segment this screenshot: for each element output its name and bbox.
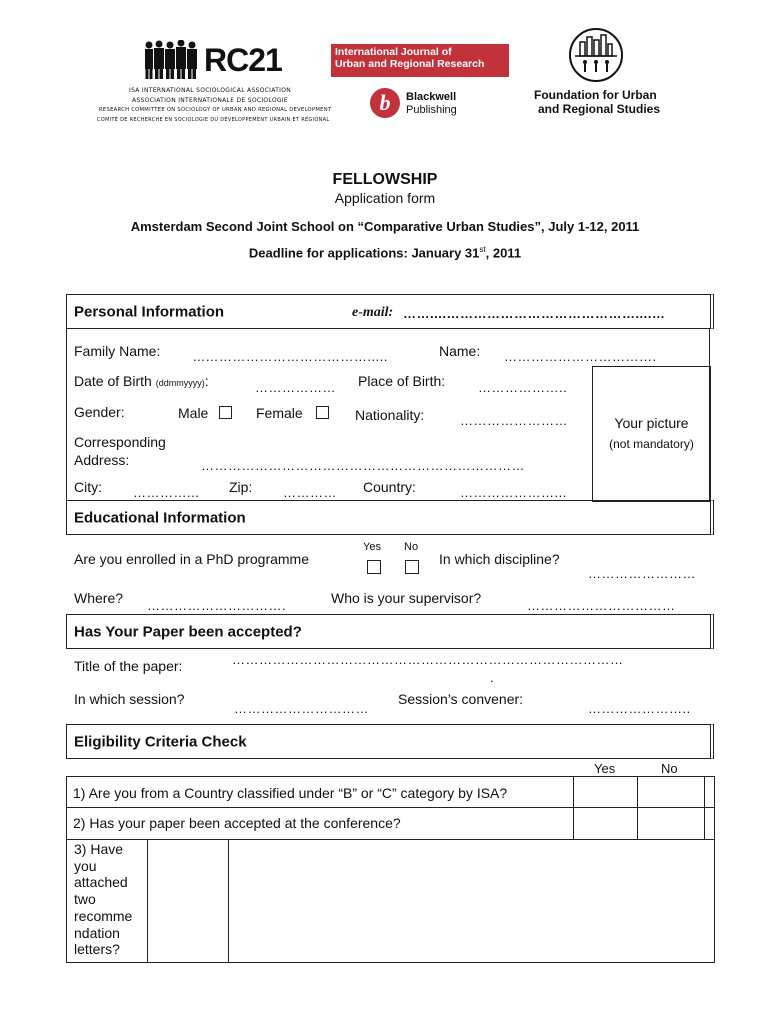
dob-colon: : <box>204 373 209 389</box>
people-silhouettes-icon <box>144 40 202 80</box>
discipline-label: In which discipline? <box>439 551 560 567</box>
rc21-line-1: ISA INTERNATIONAL SOCIOLOGICAL ASSOCIATION <box>129 87 292 94</box>
eligibility-section-header <box>66 724 714 759</box>
eligibility-q3-line: 3) Have <box>74 841 124 857</box>
rc21-logo <box>97 40 334 130</box>
eligibility-q2-no-cell[interactable] <box>638 808 704 839</box>
personal-section-title: Personal Information <box>74 303 225 320</box>
family-name-field[interactable]: ...………………………………..... <box>193 349 388 364</box>
country-field[interactable]: …………………... <box>460 485 567 500</box>
education-section-title: Educational Information <box>74 509 246 526</box>
eligibility-q3 <box>74 841 132 958</box>
eligibility-q3-line: recomme <box>74 907 133 924</box>
address-field[interactable]: ……………………………………………………………… <box>201 458 525 473</box>
nationality-label: Nationality: <box>355 407 425 423</box>
name-label: Name: <box>439 343 481 359</box>
blackwell-line-1: Blackwell <box>406 91 457 103</box>
dob-field[interactable]: ……………… <box>255 380 336 395</box>
phd-yes-checkbox[interactable] <box>367 560 381 574</box>
rc21-line-4: COMITÉ DE RECHERCHE EN SOCIOLOGIE DU DÉVELOPPEMENT URBAIN ET RÉGIONAL <box>97 117 330 123</box>
address-label-2: Address: <box>74 452 130 468</box>
zip-field[interactable]: ………… <box>283 485 337 500</box>
picture-note: (not mandatory) <box>609 437 694 451</box>
ijurr-logo <box>331 44 509 77</box>
blackwell-line-2: Publishing <box>406 104 457 116</box>
eligibility-q1-yes-cell[interactable] <box>574 777 637 807</box>
eligibility-q1-no-cell[interactable] <box>638 777 704 807</box>
city-label: City: <box>74 479 102 495</box>
eligibility-q1: 1) Are you from a Country classified under “B” or “C” category by ISA? <box>73 785 508 801</box>
picture-box[interactable] <box>592 366 711 502</box>
deadline-sup: st <box>479 245 486 254</box>
paper-title-end: . <box>490 670 495 685</box>
dob-label <box>74 373 209 389</box>
where-label: Where? <box>74 590 124 606</box>
eligibility-q3-line: you <box>74 857 97 874</box>
rc21-title: RC21 <box>204 42 282 78</box>
session-label: In which session? <box>74 691 185 707</box>
deadline-text: Deadline for applications: January 31 <box>248 245 480 261</box>
email-field[interactable]: ……....……………………………………....… <box>403 306 666 321</box>
pob-label: Place of Birth: <box>358 373 446 389</box>
foundation-line-2: and Regional Studies <box>538 102 661 116</box>
eligibility-q3-line: attached <box>74 874 128 891</box>
convener-field[interactable]: ………………….. <box>588 701 691 716</box>
convener-label: Session’s convener: <box>398 691 524 707</box>
email-label: e-mail: <box>352 305 394 320</box>
picture-label: Your picture <box>614 415 689 431</box>
foundation-line-1: Foundation for Urban <box>534 88 657 102</box>
paper-section-title: Has Your Paper been accepted? <box>74 623 302 640</box>
supervisor-field[interactable]: …………………………… <box>527 598 676 613</box>
session-field[interactable]: ………………………… <box>234 701 369 716</box>
personal-section-header <box>66 294 714 329</box>
paper-title-field[interactable]: …………………………………………………………………………… <box>232 652 624 667</box>
paper-title-label: Title of the paper: <box>74 658 183 674</box>
eligibility-q3-line: two <box>74 891 96 908</box>
female-checkbox[interactable] <box>316 406 329 419</box>
eligibility-q2: 2) Has your paper been accepted at the conference? <box>73 815 401 831</box>
blackwell-logo <box>370 88 480 120</box>
deadline-line <box>0 245 770 260</box>
eligibility-col-no-right <box>704 776 705 839</box>
male-checkbox[interactable] <box>219 406 232 419</box>
ijurr-line-1: International Journal of <box>335 46 452 58</box>
eligibility-section-title: Eligibility Criteria Check <box>74 733 247 750</box>
phd-no-label: No <box>404 541 419 553</box>
phd-yes-label: Yes <box>363 541 381 553</box>
city-field[interactable]: …………... <box>133 485 200 500</box>
personal-left-border <box>66 329 67 501</box>
dob-text: Date of Birth <box>74 373 152 389</box>
school-line: Amsterdam Second Joint School on “Comparative Urban Studies”, July 1-12, 2011 <box>130 219 640 234</box>
eligibility-q2-yes-cell[interactable] <box>574 808 637 839</box>
eligibility-q3-no-cell[interactable] <box>229 840 713 961</box>
eligibility-q3-line: ndation <box>74 924 120 941</box>
eligibility-yes-header: Yes <box>594 761 616 776</box>
phd-no-checkbox[interactable] <box>405 560 419 574</box>
female-label: Female <box>256 405 303 421</box>
country-label: Country: <box>363 479 416 495</box>
city-circle-icon <box>567 26 625 84</box>
address-label-1: Corresponding <box>74 434 166 450</box>
family-name-label: Family Name: <box>74 343 161 359</box>
eligibility-no-header: No <box>661 761 678 776</box>
deadline-year: , 2011 <box>485 245 522 261</box>
discipline-field[interactable]: …………………… <box>588 566 696 581</box>
pob-field[interactable]: ……………….. <box>478 380 568 395</box>
ijurr-line-2: Urban and Regional Research <box>335 58 485 70</box>
page-subtitle: Application form <box>334 190 436 206</box>
education-section-header <box>66 500 714 535</box>
eligibility-q3-yes-cell[interactable] <box>148 840 228 961</box>
blackwell-b-icon: b <box>370 88 400 118</box>
supervisor-label: Who is your supervisor? <box>331 590 482 606</box>
gender-label: Gender: <box>74 404 125 420</box>
name-field[interactable]: ……………………………. <box>504 349 657 364</box>
where-field[interactable]: …………………………. <box>147 598 287 613</box>
dob-format: (ddmmyyyy) <box>155 378 205 388</box>
rc21-line-2: ASSOCIATION INTERNATIONALE DE SOCIOLOGIE <box>132 97 288 104</box>
paper-section-header <box>66 614 714 649</box>
zip-label: Zip: <box>229 479 253 495</box>
male-label: Male <box>178 405 209 421</box>
page-title: FELLOWSHIP <box>332 171 438 188</box>
phd-label: Are you enrolled in a PhD programme <box>74 551 310 567</box>
nationality-field[interactable]: …………………… <box>460 413 568 428</box>
eligibility-q3-line: letters? <box>74 941 120 958</box>
rc21-line-3: RESEARCH COMMITTEE ON SOCIOLOGY OF URBAN AND REGIONAL DEVELOPMENT <box>99 107 332 113</box>
foundation-logo <box>530 26 680 121</box>
